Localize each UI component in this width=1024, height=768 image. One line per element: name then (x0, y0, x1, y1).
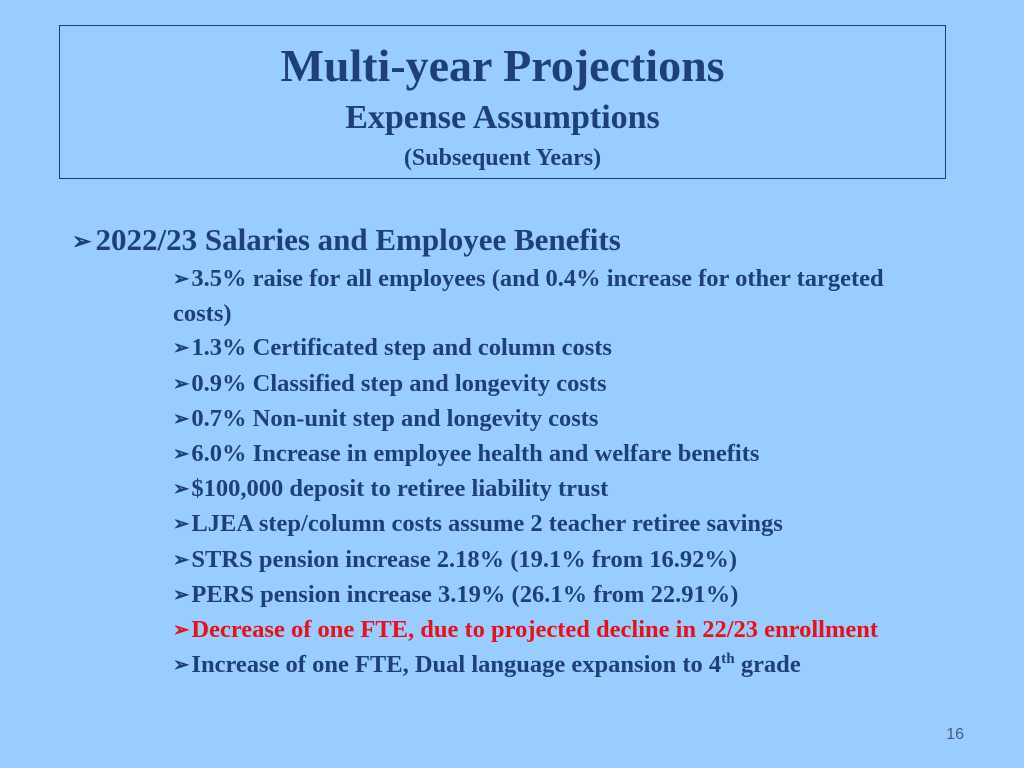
list-item-text-end: grade (734, 651, 801, 679)
slide-number: 16 (946, 726, 964, 743)
list-item-text: 1.3% Certificated step and column costs (191, 334, 612, 362)
list-item (173, 367, 893, 402)
list-item-text: 3.5% raise for all employees (and 0.4% increase for other targeted costs) (173, 264, 884, 328)
slide-content (72, 222, 972, 684)
page-title: Multi-year Projections (280, 40, 725, 91)
list-item (173, 578, 893, 613)
bullet-list (173, 262, 893, 684)
title-box (59, 25, 946, 179)
list-item-text: $100,000 deposit to retiree liability trust (191, 475, 609, 503)
arrow-bullet-icon: ➢ (173, 444, 190, 466)
page-subtitle-note: (Subsequent Years) (403, 145, 602, 171)
list-item (173, 543, 893, 578)
list-item-text: LJEA step/column costs assume 2 teacher retiree savings (191, 510, 783, 538)
list-item (173, 472, 893, 507)
list-item (173, 648, 893, 683)
arrow-bullet-icon: ➢ (173, 620, 190, 642)
list-item (173, 402, 893, 437)
arrow-bullet-icon: ➢ (173, 373, 190, 395)
list-item-text: 0.9% Classified step and longevity costs (191, 369, 607, 397)
arrow-bullet-icon: ➢ (173, 584, 190, 606)
arrow-bullet-icon: ➢ (72, 228, 92, 255)
arrow-bullet-icon: ➢ (173, 549, 190, 571)
arrow-bullet-icon: ➢ (173, 514, 190, 536)
section-heading: 2022/23 Salaries and Employee Benefits (95, 222, 621, 257)
arrow-bullet-icon: ➢ (173, 408, 190, 430)
list-item-text: STRS pension increase 2.18% (19.1% from 16.92%) (191, 545, 738, 573)
list-item-text: 6.0% Increase in employee health and welfare benefits (191, 439, 760, 467)
page-subtitle: Expense Assumptions (345, 99, 660, 136)
list-item (173, 331, 893, 366)
list-item-text: Decrease of one FTE, due to projected decline in 22/23 enrollment (191, 616, 879, 644)
list-item-text: 0.7% Non-unit step and longevity costs (191, 404, 599, 432)
list-item-highlight (173, 613, 893, 648)
list-item-text: Increase of one FTE, Dual language expansion to 4 (191, 651, 722, 679)
section-heading-item (72, 222, 972, 260)
arrow-bullet-icon: ➢ (173, 268, 190, 290)
list-item-text: PERS pension increase 3.19% (26.1% from 22.91%) (191, 580, 739, 608)
list-item (173, 262, 893, 331)
list-item (173, 437, 893, 472)
arrow-bullet-icon: ➢ (173, 479, 190, 501)
list-item (173, 507, 893, 542)
arrow-bullet-icon: ➢ (173, 338, 190, 360)
arrow-bullet-icon: ➢ (173, 655, 190, 677)
superscript: th (721, 650, 735, 668)
